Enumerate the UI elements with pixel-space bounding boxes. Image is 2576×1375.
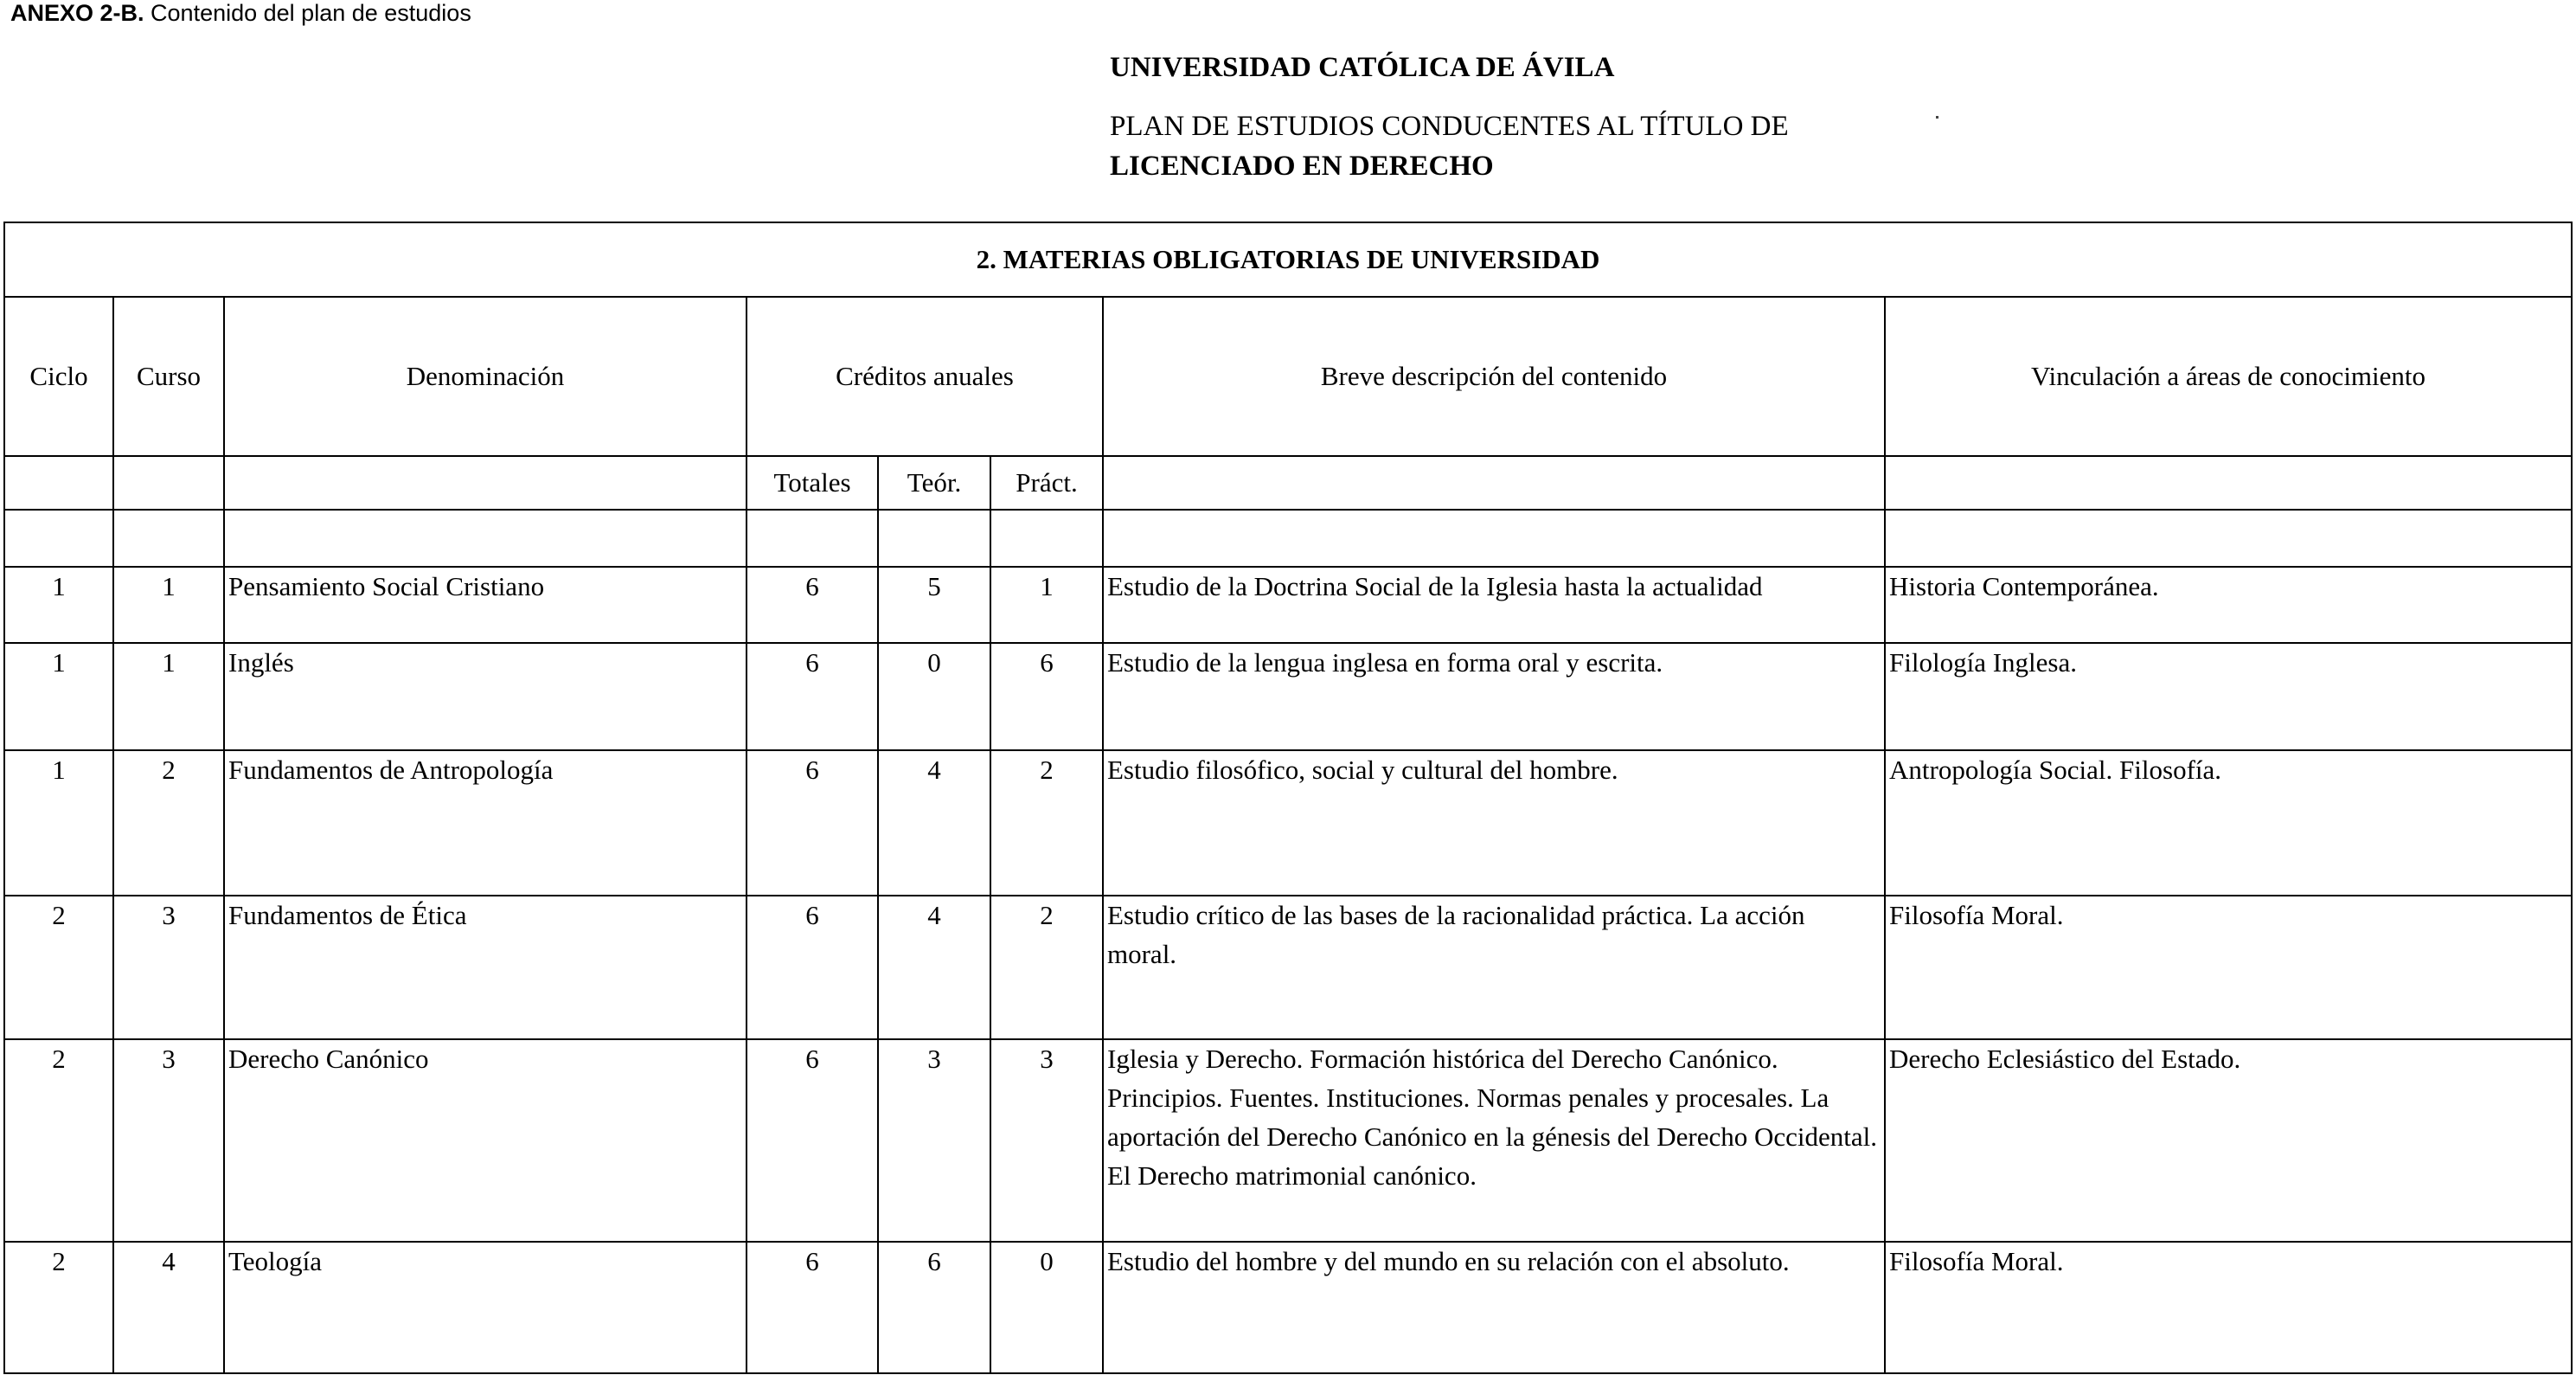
cell-ciclo: 2 <box>4 1242 113 1373</box>
degree-title: LICENCIADO EN DERECHO <box>1110 151 1494 182</box>
spacer-cell <box>224 510 747 567</box>
cell-descripcion: Estudio filosófico, social y cultural del hombre. <box>1103 750 1885 896</box>
cell-vinculacion: Filología Inglesa. <box>1885 643 2572 750</box>
annex-text: Contenido del plan de estudios <box>151 0 471 26</box>
cell-vinculacion: Filosofía Moral. <box>1885 1242 2572 1373</box>
study-plan-table <box>3 222 2573 1374</box>
cell-ciclo: 1 <box>4 750 113 896</box>
subheader-empty <box>4 456 113 510</box>
subheader-empty <box>1103 456 1885 510</box>
annex-label: ANEXO 2-B. <box>10 0 144 26</box>
cell-descripcion: Estudio del hombre y del mundo en su relación con el absoluto. <box>1103 1242 1885 1373</box>
cell-denominacion: Inglés <box>224 643 747 750</box>
cell-totales: 6 <box>747 1039 878 1242</box>
cell-vinculacion: Derecho Eclesiástico del Estado. <box>1885 1039 2572 1242</box>
cell-vinculacion: Antropología Social. Filosofía. <box>1885 750 2572 896</box>
header-creditos: Créditos anuales <box>747 297 1103 456</box>
cell-ciclo: 2 <box>4 896 113 1039</box>
cell-vinculacion: Filosofía Moral. <box>1885 896 2572 1039</box>
cell-totales: 6 <box>747 896 878 1039</box>
cell-pract: 2 <box>990 750 1103 896</box>
cell-ciclo: 2 <box>4 1039 113 1242</box>
cell-descripcion: Estudio crítico de las bases de la racionalidad práctica. La acción moral. <box>1103 896 1885 1039</box>
cell-pract: 6 <box>990 643 1103 750</box>
cell-descripcion: Estudio de la lengua inglesa en forma oral y escrita. <box>1103 643 1885 750</box>
cell-curso: 3 <box>113 896 224 1039</box>
header-vinculacion: Vinculación a áreas de conocimiento <box>1885 297 2572 456</box>
subheader-row <box>4 456 2572 510</box>
cell-teor: 0 <box>878 643 990 750</box>
cell-teor: 5 <box>878 567 990 643</box>
spacer-row <box>4 510 2572 567</box>
subheader-empty <box>224 456 747 510</box>
header-curso: Curso <box>113 297 224 456</box>
plan-line: PLAN DE ESTUDIOS CONDUCENTES AL TÍTULO DE <box>1110 111 1789 142</box>
spacer-cell <box>1885 510 2572 567</box>
stray-mark <box>1936 116 1938 119</box>
cell-curso: 3 <box>113 1039 224 1242</box>
cell-ciclo: 1 <box>4 567 113 643</box>
cell-teor: 6 <box>878 1242 990 1373</box>
cell-pract: 2 <box>990 896 1103 1039</box>
cell-pract: 1 <box>990 567 1103 643</box>
cell-curso: 1 <box>113 567 224 643</box>
cell-denominacion: Fundamentos de Ética <box>224 896 747 1039</box>
annex-heading <box>10 0 471 27</box>
cell-totales: 6 <box>747 567 878 643</box>
cell-denominacion: Pensamiento Social Cristiano <box>224 567 747 643</box>
spacer-cell <box>113 510 224 567</box>
table-row <box>4 896 2572 1039</box>
header-row <box>4 297 2572 456</box>
cell-vinculacion: Historia Contemporánea. <box>1885 567 2572 643</box>
subject-rows <box>4 567 2572 1373</box>
cell-descripcion: Estudio de la Doctrina Social de la Iglesia hasta la actualidad <box>1103 567 1885 643</box>
subheader-empty <box>113 456 224 510</box>
table-row <box>4 643 2572 750</box>
header-pract: Práct. <box>990 456 1103 510</box>
cell-descripcion: Iglesia y Derecho. Formación histórica del Derecho Canónico. Principios. Fuentes. Instituciones. Normas penales y procesales. La aportación del Derecho Canónico en la génesis del Derecho Occidental. El Derecho matrimonial canónico. <box>1103 1039 1885 1242</box>
table-row <box>4 1242 2572 1373</box>
spacer-cell <box>990 510 1103 567</box>
spacer-cell <box>1103 510 1885 567</box>
header-denominacion: Denominación <box>224 297 747 456</box>
university-name: UNIVERSIDAD CATÓLICA DE ÁVILA <box>1110 52 1615 83</box>
cell-curso: 4 <box>113 1242 224 1373</box>
spacer-cell <box>878 510 990 567</box>
header-descripcion: Breve descripción del contenido <box>1103 297 1885 456</box>
header-teor: Teór. <box>878 456 990 510</box>
cell-curso: 2 <box>113 750 224 896</box>
cell-teor: 4 <box>878 750 990 896</box>
header-totales: Totales <box>747 456 878 510</box>
subheader-empty <box>1885 456 2572 510</box>
header-ciclo: Ciclo <box>4 297 113 456</box>
cell-totales: 6 <box>747 643 878 750</box>
cell-teor: 3 <box>878 1039 990 1242</box>
cell-denominacion: Derecho Canónico <box>224 1039 747 1242</box>
cell-pract: 3 <box>990 1039 1103 1242</box>
cell-teor: 4 <box>878 896 990 1039</box>
table-title: 2. MATERIAS OBLIGATORIAS DE UNIVERSIDAD <box>4 222 2572 297</box>
table-title-row <box>4 222 2572 297</box>
table-row <box>4 750 2572 896</box>
table-row <box>4 567 2572 643</box>
table-row <box>4 1039 2572 1242</box>
cell-pract: 0 <box>990 1242 1103 1373</box>
cell-curso: 1 <box>113 643 224 750</box>
cell-totales: 6 <box>747 750 878 896</box>
cell-ciclo: 1 <box>4 643 113 750</box>
cell-denominacion: Fundamentos de Antropología <box>224 750 747 896</box>
cell-denominacion: Teología <box>224 1242 747 1373</box>
spacer-cell <box>747 510 878 567</box>
spacer-cell <box>4 510 113 567</box>
cell-totales: 6 <box>747 1242 878 1373</box>
